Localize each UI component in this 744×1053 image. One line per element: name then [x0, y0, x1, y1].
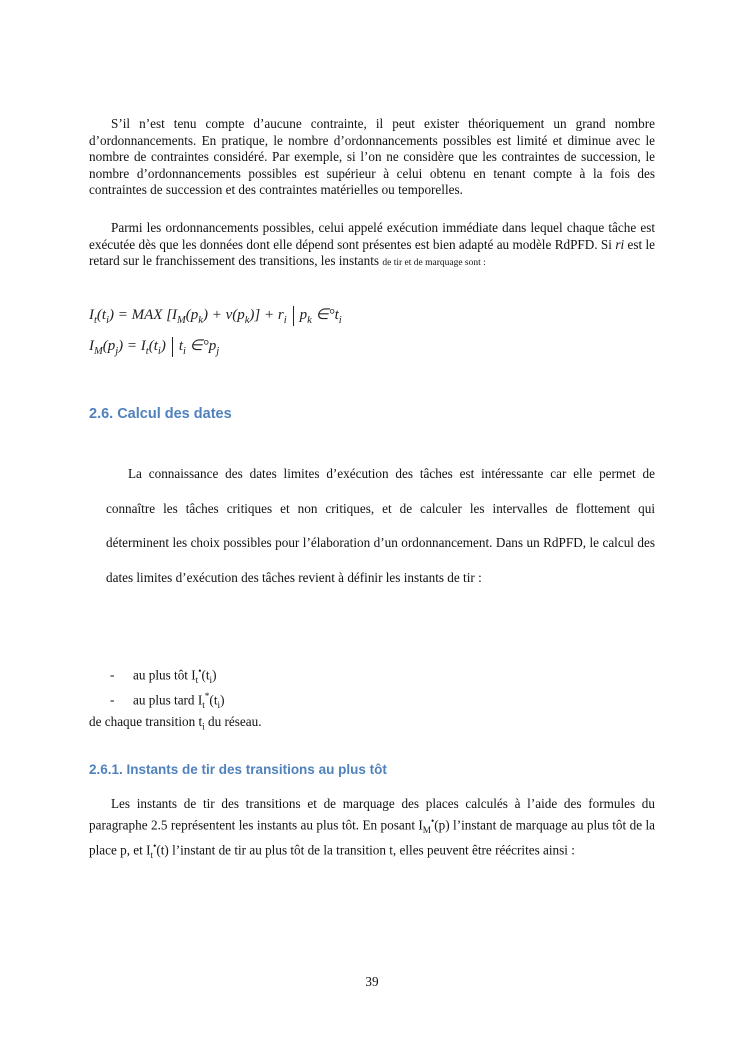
formula-marking-instant: $I_M(p_j) = I_t(t_i)$ $t_i$ $\in^\circ p_j$ — [89, 338, 220, 357]
ri-variable: ri — [615, 236, 625, 252]
paragraph-date-limits: La connaissance des dates limites d’exécution des tâches est intéressante car elle permet de connaître les tâches critiques et non critiques, et de calculer les intervalles de flottement qui déterminent les choix possibles pour l’élaboration d’un ordonnancement. Dans un RdPFD, le calcul des dates limites d’exécution des tâches revient à définir les instants de tir : — [106, 466, 655, 585]
condition-bar — [172, 337, 173, 357]
list-item: - au plus tard $I_t^*(t_i)$ — [110, 691, 225, 711]
page-number: 39 — [365, 974, 379, 989]
paragraph-immediate-execution: Parmi les ordonnancements possibles, celui appelé exécution immédiate dans lequel chaque tâche est exécutée dès que les données dont elle dépend sont présentes est bien adapté au modèle RdPFD. Si ri est le retard sur le franchissement des transitions, les instants de tir et de marquage sont : — [89, 220, 656, 269]
condition-bar — [293, 306, 294, 326]
firing-instants-list — [110, 663, 224, 713]
heading-calcul-des-dates: 2.6. Calcul des dates — [89, 406, 232, 422]
paragraph-constraints: S’il n’est tenu compte d’aucune contrainte, il peut exister théoriquement un grand nombre d’ordonnancements. En pratique, le nombre d’ordonnancements possibles est limité et diminue avec le nombre de contraintes considéré. Par exemple, si l’on ne considère que les contraintes de succession, le nombre d’ordonnancements possibles est supérieur à celui obtenu en tenant compte à la fois des contraintes de succession et des contraintes matérielles ou temporelles. — [89, 116, 655, 198]
formula-firing-instant: $I_t(t_i)$ = MAX $[I_M(p_k) + \nu(p_k)] + r_i$ $p_k$ $\in^\circ t_i$ — [89, 307, 342, 326]
paragraph-earliest-instants: Les instants de tir des transitions et de marquage des places calculés à l’aide des formules du paragraphe 2.5 représentent les instants au plus tôt. En posant $I_M^•(p)$ l’instant de marquage au plus tôt de la place p, et $I_t^•(t)$ l’instant de tir au plus tôt de la transition t, elles peuvent être réécrites ainsi : — [89, 796, 655, 861]
heading-earliest-firing-instants: 2.6.1. Instants de tir des transitions au plus tôt — [89, 762, 387, 777]
list-item: - au plus tôt $I_t^•(t_i)$ — [110, 666, 217, 686]
paragraph-each-transition: de chaque transition $t_i$ du réseau. — [89, 714, 262, 732]
